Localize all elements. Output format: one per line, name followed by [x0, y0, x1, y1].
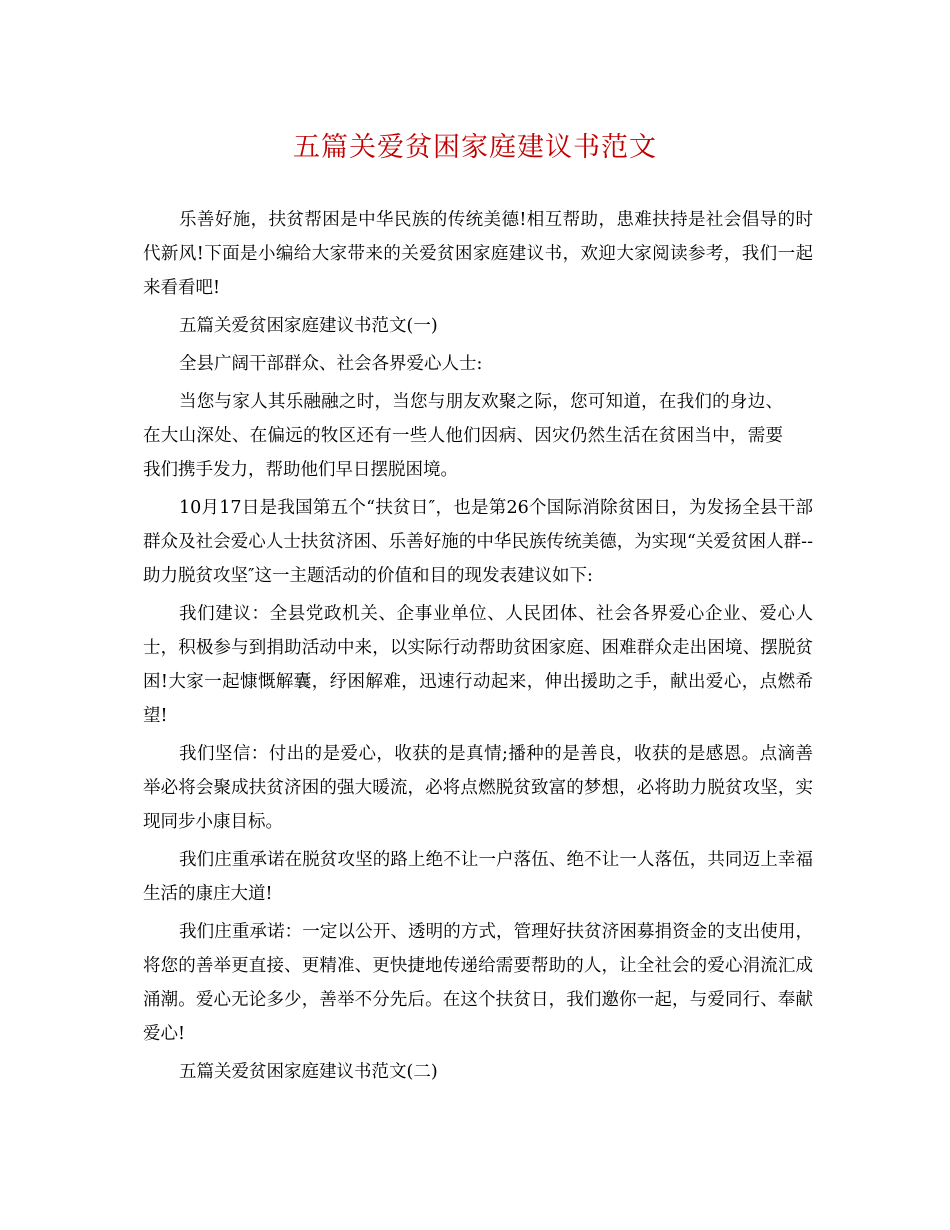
salutation: 全县广阔干部群众、社会各界爱心人士: — [179, 354, 483, 374]
document-body — [143, 203, 813, 1093]
document-title: 五篇关爱贫困家庭建议书范文 — [293, 132, 657, 163]
body-paragraph: 我们建议：全县党政机关、企事业单位、人民团体、社会各界爱心企业、爱心人士，积极参与到捐助活动中来，以实际行动帮助贫困家庭、困难群众走出困境、摆脱贫困!大家一起慷慨解囊，纾困解难，迅速行动起来，伸出援助之手，献出爱心，点燃希望! — [143, 604, 813, 726]
section-heading-2: 五篇关爱贫困家庭建议书范文(二) — [179, 1062, 438, 1082]
intro-paragraph: 乐善好施，扶贫帮困是中华民族的传统美德!相互帮助，患难扶持是社会倡导的时代新风!下面是小编给大家带来的关爱贫困家庭建议书，欢迎大家阅读参考，我们一起来看看吧! — [143, 210, 813, 298]
section-heading-1: 五篇关爱贫困家庭建议书范文(一) — [179, 316, 438, 336]
body-paragraph: 我们庄重承诺：一定以公开、透明的方式，管理好扶贫济困募捐资金的支出使用，将您的善举更直接、更精准、更快捷地传递给需要帮助的人，让全社会的爱心涓流汇成涌潮。爱心无论多少，善举不分先后。在这个扶贫日，我们邀你一起，与爱同行、奉献爱心! — [143, 922, 813, 1044]
body-paragraph: 我们庄重承诺在脱贫攻坚的路上绝不让一户落伍、绝不让一人落伍，共同迈上幸福生活的康庄大道! — [143, 850, 813, 904]
body-paragraph: 当您与家人其乐融融之时，当您与朋友欢聚之际，您可知道，在我们的身边、在大山深处、在偏远的牧区还有一些人他们因病、因灾仍然生活在贫困当中，需要我们携手发力，帮助他们早日摆脱困境。 — [143, 392, 783, 480]
body-paragraph: 10月17日是我国第五个“扶贫日″，也是第26个国际消除贫困日，为发扬全县干部群众及社会爱心人士扶贫济困、乐善好施的中华民族传统美德，为实现“关爱贫困人群--助力脱贫攻坚″这一主题活动的价值和目的现发表建议如下: — [143, 498, 813, 586]
body-paragraph: 我们坚信：付出的是爱心，收获的是真情;播种的是善良，收获的是感恩。点滴善举必将会聚成扶贫济困的强大暖流，必将点燃脱贫致富的梦想，必将助力脱贫攻坚，实现同步小康目标。 — [143, 744, 813, 832]
